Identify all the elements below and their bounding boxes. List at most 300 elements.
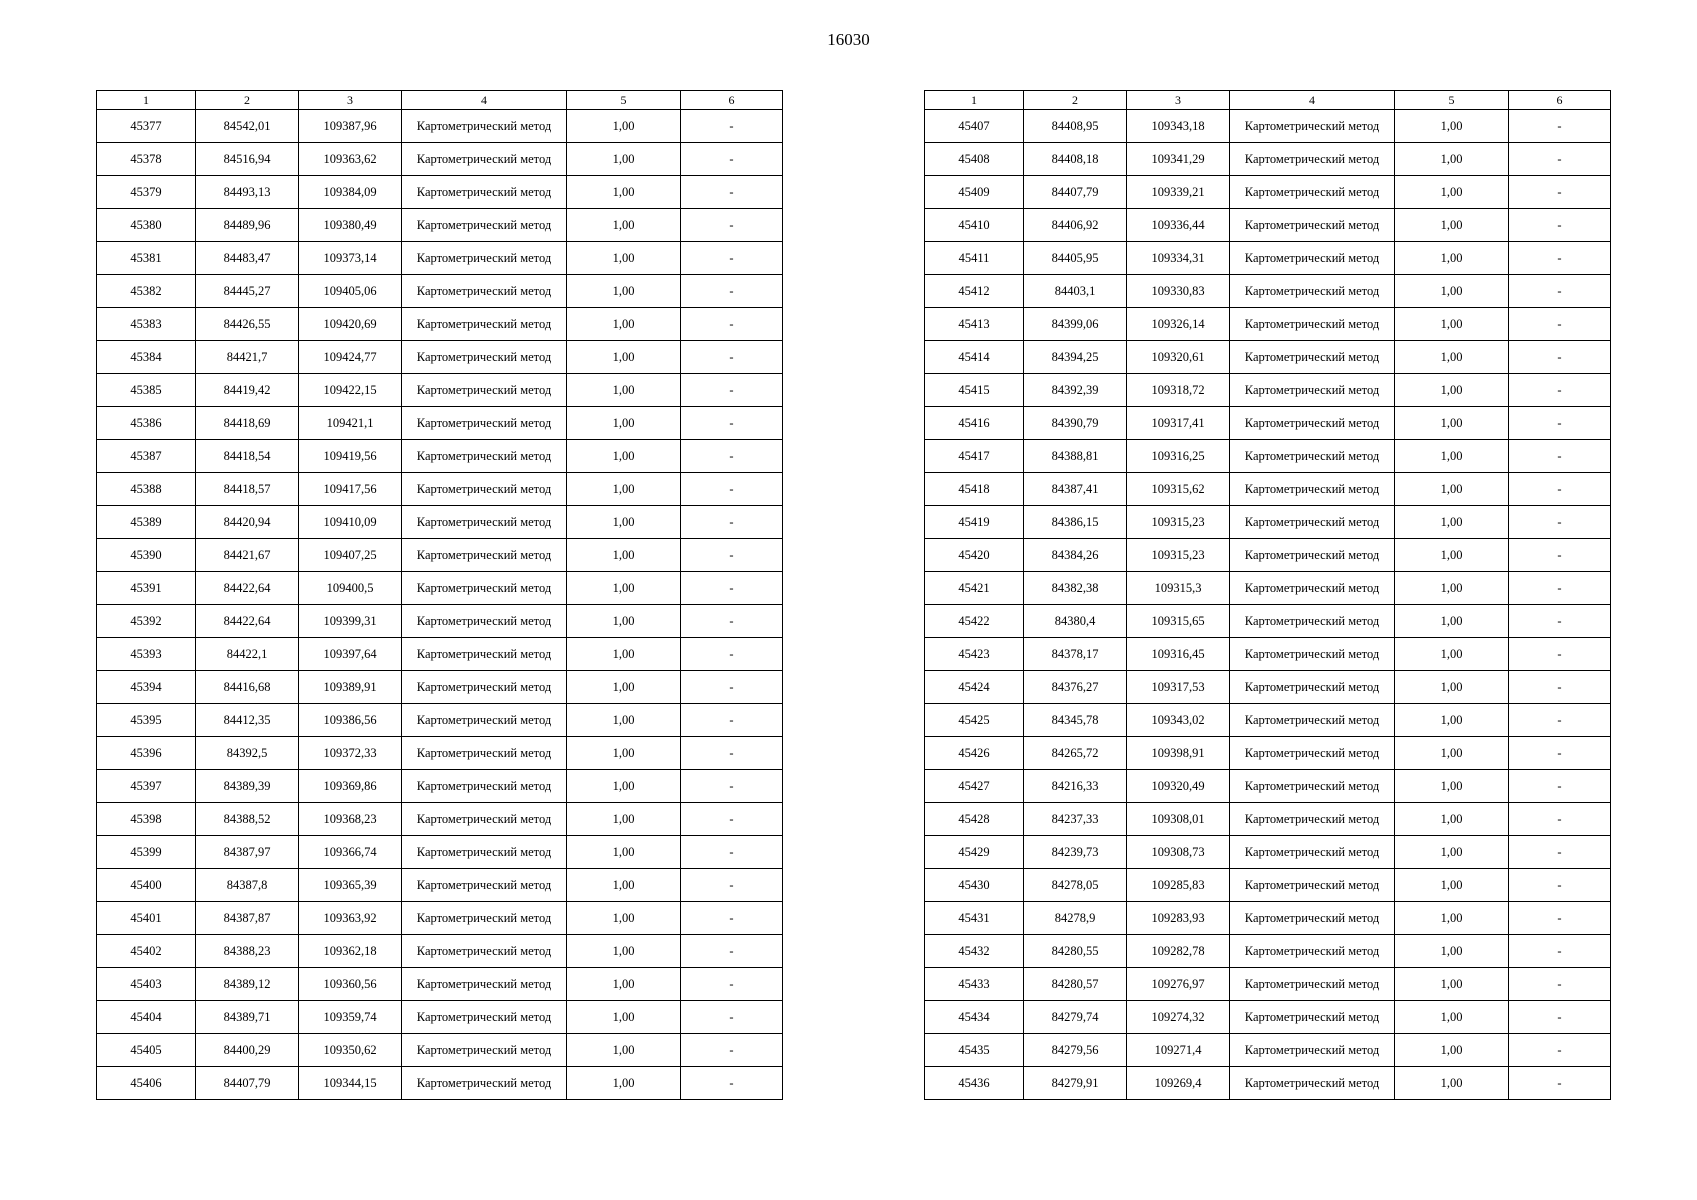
table-cell: Картометрический метод bbox=[402, 143, 567, 176]
table-cell: - bbox=[681, 242, 783, 275]
table-cell: 45425 bbox=[925, 704, 1024, 737]
table-cell: 45392 bbox=[97, 605, 196, 638]
column-header: 2 bbox=[196, 91, 299, 110]
table-row bbox=[925, 836, 1611, 869]
table-row bbox=[925, 1034, 1611, 1067]
table-cell: Картометрический метод bbox=[402, 440, 567, 473]
column-header: 1 bbox=[97, 91, 196, 110]
table-cell: 84384,26 bbox=[1024, 539, 1127, 572]
table-header-row bbox=[97, 91, 783, 110]
table-cell: 45431 bbox=[925, 902, 1024, 935]
table-cell: 45423 bbox=[925, 638, 1024, 671]
table-cell: 84388,23 bbox=[196, 935, 299, 968]
table-cell: 84419,42 bbox=[196, 374, 299, 407]
table-cell: 109417,56 bbox=[299, 473, 402, 506]
table-cell: 109386,56 bbox=[299, 704, 402, 737]
table-cell: - bbox=[681, 1001, 783, 1034]
table-cell: 45411 bbox=[925, 242, 1024, 275]
table-cell: Картометрический метод bbox=[402, 803, 567, 836]
table-cell: 1,00 bbox=[1395, 242, 1509, 275]
table-cell: - bbox=[681, 572, 783, 605]
table-cell: 84392,39 bbox=[1024, 374, 1127, 407]
table-cell: 84380,4 bbox=[1024, 605, 1127, 638]
table-cell: 45395 bbox=[97, 704, 196, 737]
table-row bbox=[925, 572, 1611, 605]
table-cell: 84389,12 bbox=[196, 968, 299, 1001]
table-cell: Картометрический метод bbox=[1230, 209, 1395, 242]
table-cell: 109363,92 bbox=[299, 902, 402, 935]
table-cell: 84408,18 bbox=[1024, 143, 1127, 176]
table-cell: 45388 bbox=[97, 473, 196, 506]
table-cell: Картометрический метод bbox=[402, 506, 567, 539]
table-cell: Картометрический метод bbox=[1230, 737, 1395, 770]
table-cell: 109363,62 bbox=[299, 143, 402, 176]
table-row bbox=[925, 110, 1611, 143]
table-cell: 1,00 bbox=[567, 671, 681, 704]
table-cell: - bbox=[681, 803, 783, 836]
table-cell: 1,00 bbox=[1395, 1001, 1509, 1034]
table-row bbox=[97, 440, 783, 473]
table-cell: 1,00 bbox=[567, 605, 681, 638]
table-cell: 84422,64 bbox=[196, 572, 299, 605]
table-row bbox=[925, 143, 1611, 176]
table-cell: 109372,33 bbox=[299, 737, 402, 770]
table-cell: 84390,79 bbox=[1024, 407, 1127, 440]
table-cell: 109274,32 bbox=[1127, 1001, 1230, 1034]
table-row bbox=[925, 1001, 1611, 1034]
table-row bbox=[97, 1034, 783, 1067]
table-cell: Картометрический метод bbox=[402, 1034, 567, 1067]
table-cell: 109315,23 bbox=[1127, 539, 1230, 572]
table-cell: - bbox=[1509, 902, 1611, 935]
table-cell: 1,00 bbox=[567, 638, 681, 671]
table-row bbox=[925, 539, 1611, 572]
table-cell: 45398 bbox=[97, 803, 196, 836]
table-cell: 1,00 bbox=[567, 836, 681, 869]
table-cell: 109320,49 bbox=[1127, 770, 1230, 803]
table-row bbox=[97, 935, 783, 968]
table-row bbox=[97, 506, 783, 539]
table-cell: Картометрический метод bbox=[402, 110, 567, 143]
table-cell: 1,00 bbox=[567, 374, 681, 407]
table-cell: 84279,74 bbox=[1024, 1001, 1127, 1034]
table-cell: 45391 bbox=[97, 572, 196, 605]
table-row bbox=[97, 572, 783, 605]
table-cell: 84386,15 bbox=[1024, 506, 1127, 539]
table-cell: - bbox=[1509, 407, 1611, 440]
table-row bbox=[925, 308, 1611, 341]
table-cell: 109315,65 bbox=[1127, 605, 1230, 638]
table-cell: 1,00 bbox=[1395, 341, 1509, 374]
table-row bbox=[925, 968, 1611, 1001]
table-cell: 1,00 bbox=[567, 209, 681, 242]
table-row bbox=[925, 374, 1611, 407]
table-cell: 84418,57 bbox=[196, 473, 299, 506]
table-cell: 109368,23 bbox=[299, 803, 402, 836]
table-cell: 84493,13 bbox=[196, 176, 299, 209]
table-cell: 45383 bbox=[97, 308, 196, 341]
table-cell: Картометрический метод bbox=[402, 638, 567, 671]
table-cell: 45421 bbox=[925, 572, 1024, 605]
table-row bbox=[97, 110, 783, 143]
table-cell: 45389 bbox=[97, 506, 196, 539]
table-cell: - bbox=[1509, 176, 1611, 209]
table-cell: 84542,01 bbox=[196, 110, 299, 143]
table-cell: 109318,72 bbox=[1127, 374, 1230, 407]
table-cell: - bbox=[681, 605, 783, 638]
table-cell: - bbox=[681, 440, 783, 473]
table-cell: Картометрический метод bbox=[402, 836, 567, 869]
table-cell: 1,00 bbox=[1395, 737, 1509, 770]
table-cell: 84426,55 bbox=[196, 308, 299, 341]
table-cell: Картометрический метод bbox=[1230, 374, 1395, 407]
table-cell: 109326,14 bbox=[1127, 308, 1230, 341]
table-cell: Картометрический метод bbox=[1230, 605, 1395, 638]
table-row bbox=[925, 605, 1611, 638]
table-cell: 1,00 bbox=[567, 473, 681, 506]
table-cell: 45406 bbox=[97, 1067, 196, 1100]
table-row bbox=[925, 869, 1611, 902]
table-cell: 109341,29 bbox=[1127, 143, 1230, 176]
table-cell: 45378 bbox=[97, 143, 196, 176]
table-cell: 45396 bbox=[97, 737, 196, 770]
table-cell: - bbox=[681, 1067, 783, 1100]
table-cell: - bbox=[681, 902, 783, 935]
table-cell: Картометрический метод bbox=[402, 242, 567, 275]
table-cell: 84483,47 bbox=[196, 242, 299, 275]
table-cell: 109397,64 bbox=[299, 638, 402, 671]
table-cell: - bbox=[681, 308, 783, 341]
table-row bbox=[925, 638, 1611, 671]
table-cell: - bbox=[1509, 308, 1611, 341]
table-cell: - bbox=[1509, 671, 1611, 704]
table-cell: 45419 bbox=[925, 506, 1024, 539]
table-row bbox=[925, 803, 1611, 836]
table-cell: 1,00 bbox=[1395, 671, 1509, 704]
table-cell: 84345,78 bbox=[1024, 704, 1127, 737]
table-cell: 109369,86 bbox=[299, 770, 402, 803]
table-cell: - bbox=[1509, 968, 1611, 1001]
table-cell: - bbox=[681, 209, 783, 242]
table-cell: - bbox=[1509, 1067, 1611, 1100]
table-cell: - bbox=[681, 407, 783, 440]
table-cell: 45417 bbox=[925, 440, 1024, 473]
table-cell: 45435 bbox=[925, 1034, 1024, 1067]
table-cell: 109407,25 bbox=[299, 539, 402, 572]
table-row bbox=[97, 341, 783, 374]
table-cell: 45401 bbox=[97, 902, 196, 935]
table-cell: 84400,29 bbox=[196, 1034, 299, 1067]
column-header: 3 bbox=[1127, 91, 1230, 110]
table-cell: 109315,23 bbox=[1127, 506, 1230, 539]
table-cell: 84387,8 bbox=[196, 869, 299, 902]
table-cell: 1,00 bbox=[1395, 209, 1509, 242]
table-cell: - bbox=[681, 935, 783, 968]
table-cell: - bbox=[1509, 638, 1611, 671]
table-cell: 84237,33 bbox=[1024, 803, 1127, 836]
table-cell: 84216,33 bbox=[1024, 770, 1127, 803]
table-cell: 84422,1 bbox=[196, 638, 299, 671]
table-cell: 45386 bbox=[97, 407, 196, 440]
table-cell: - bbox=[681, 275, 783, 308]
coordinates-table-right bbox=[924, 90, 1611, 1100]
table-cell: Картометрический метод bbox=[1230, 473, 1395, 506]
table-cell: 1,00 bbox=[1395, 902, 1509, 935]
table-cell: Картометрический метод bbox=[402, 374, 567, 407]
table-cell: 1,00 bbox=[1395, 308, 1509, 341]
table-cell: 109343,18 bbox=[1127, 110, 1230, 143]
table-cell: - bbox=[681, 770, 783, 803]
table-cell: 84389,71 bbox=[196, 1001, 299, 1034]
table-cell: Картометрический метод bbox=[402, 1067, 567, 1100]
table-cell: 109283,93 bbox=[1127, 902, 1230, 935]
table-cell: 109315,62 bbox=[1127, 473, 1230, 506]
table-row bbox=[925, 176, 1611, 209]
table-row bbox=[97, 737, 783, 770]
table-cell: - bbox=[1509, 473, 1611, 506]
table-cell: 84416,68 bbox=[196, 671, 299, 704]
table-cell: Картометрический метод bbox=[1230, 968, 1395, 1001]
table-cell: 1,00 bbox=[1395, 935, 1509, 968]
table-cell: Картометрический метод bbox=[402, 341, 567, 374]
table-cell: Картометрический метод bbox=[402, 605, 567, 638]
table-cell: 45436 bbox=[925, 1067, 1024, 1100]
table-cell: 109308,73 bbox=[1127, 836, 1230, 869]
table-cell: - bbox=[1509, 143, 1611, 176]
table-row bbox=[925, 341, 1611, 374]
table-cell: 45403 bbox=[97, 968, 196, 1001]
table-cell: 109317,53 bbox=[1127, 671, 1230, 704]
table-row bbox=[97, 605, 783, 638]
table-row bbox=[97, 209, 783, 242]
table-row bbox=[97, 671, 783, 704]
table-row bbox=[97, 407, 783, 440]
table-cell: 1,00 bbox=[1395, 803, 1509, 836]
table-cell: - bbox=[681, 341, 783, 374]
table-cell: 1,00 bbox=[567, 440, 681, 473]
table-cell: - bbox=[1509, 770, 1611, 803]
table-cell: Картометрический метод bbox=[402, 902, 567, 935]
table-cell: 45384 bbox=[97, 341, 196, 374]
table-cell: - bbox=[1509, 869, 1611, 902]
table-cell: 84239,73 bbox=[1024, 836, 1127, 869]
table-cell: Картометрический метод bbox=[1230, 1001, 1395, 1034]
table-cell: 109399,31 bbox=[299, 605, 402, 638]
table-cell: 45410 bbox=[925, 209, 1024, 242]
table-cell: - bbox=[681, 704, 783, 737]
table-cell: Картометрический метод bbox=[1230, 308, 1395, 341]
table-cell: Картометрический метод bbox=[1230, 803, 1395, 836]
table-cell: 1,00 bbox=[567, 704, 681, 737]
table-cell: 45415 bbox=[925, 374, 1024, 407]
table-row bbox=[97, 836, 783, 869]
table-row bbox=[97, 539, 783, 572]
table-cell: 45407 bbox=[925, 110, 1024, 143]
table-cell: 1,00 bbox=[1395, 407, 1509, 440]
table-cell: - bbox=[1509, 803, 1611, 836]
table-cell: 1,00 bbox=[567, 1001, 681, 1034]
table-cell: 1,00 bbox=[1395, 374, 1509, 407]
table-cell: - bbox=[1509, 506, 1611, 539]
table-cell: 109339,21 bbox=[1127, 176, 1230, 209]
table-row bbox=[925, 704, 1611, 737]
table-row bbox=[97, 704, 783, 737]
table-cell: 45422 bbox=[925, 605, 1024, 638]
table-row bbox=[925, 737, 1611, 770]
table-cell: 84279,56 bbox=[1024, 1034, 1127, 1067]
table-row bbox=[925, 935, 1611, 968]
table-cell: 84421,67 bbox=[196, 539, 299, 572]
table-cell: - bbox=[1509, 935, 1611, 968]
table-cell: 1,00 bbox=[567, 968, 681, 1001]
table-cell: 1,00 bbox=[1395, 539, 1509, 572]
table-cell: - bbox=[681, 638, 783, 671]
table-cell: Картометрический метод bbox=[402, 968, 567, 1001]
table-cell: - bbox=[681, 176, 783, 209]
table-cell: 84265,72 bbox=[1024, 737, 1127, 770]
table-row bbox=[925, 671, 1611, 704]
table-cell: 45412 bbox=[925, 275, 1024, 308]
table-row bbox=[97, 638, 783, 671]
table-row bbox=[97, 308, 783, 341]
table-cell: 1,00 bbox=[1395, 605, 1509, 638]
table-cell: 109344,15 bbox=[299, 1067, 402, 1100]
table-cell: Картометрический метод bbox=[402, 869, 567, 902]
table-cell: - bbox=[681, 836, 783, 869]
table-cell: 109282,78 bbox=[1127, 935, 1230, 968]
table-cell: 45408 bbox=[925, 143, 1024, 176]
table-cell: 1,00 bbox=[1395, 143, 1509, 176]
table-cell: - bbox=[681, 968, 783, 1001]
table-cell: 45428 bbox=[925, 803, 1024, 836]
table-cell: Картометрический метод bbox=[402, 935, 567, 968]
table-cell: 84280,57 bbox=[1024, 968, 1127, 1001]
table-cell: Картометрический метод bbox=[1230, 275, 1395, 308]
table-row bbox=[97, 770, 783, 803]
table-cell: 45394 bbox=[97, 671, 196, 704]
table-cell: 1,00 bbox=[567, 308, 681, 341]
table-cell: 1,00 bbox=[1395, 836, 1509, 869]
table-cell: - bbox=[681, 539, 783, 572]
table-cell: - bbox=[1509, 110, 1611, 143]
table-cell: 109366,74 bbox=[299, 836, 402, 869]
table-cell: 84378,17 bbox=[1024, 638, 1127, 671]
table-cell: 45402 bbox=[97, 935, 196, 968]
table-cell: 109320,61 bbox=[1127, 341, 1230, 374]
column-header: 6 bbox=[681, 91, 783, 110]
table-cell: - bbox=[1509, 440, 1611, 473]
table-cell: 109317,41 bbox=[1127, 407, 1230, 440]
table-cell: - bbox=[1509, 275, 1611, 308]
table-cell: 84406,92 bbox=[1024, 209, 1127, 242]
table-cell: Картометрический метод bbox=[1230, 440, 1395, 473]
table-cell: 84376,27 bbox=[1024, 671, 1127, 704]
table-cell: 1,00 bbox=[567, 539, 681, 572]
column-header: 3 bbox=[299, 91, 402, 110]
table-cell: Картометрический метод bbox=[402, 209, 567, 242]
table-cell: 1,00 bbox=[1395, 704, 1509, 737]
table-cell: 1,00 bbox=[1395, 275, 1509, 308]
table-cell: 1,00 bbox=[1395, 869, 1509, 902]
table-cell: Картометрический метод bbox=[402, 407, 567, 440]
table-row bbox=[925, 473, 1611, 506]
table-cell: 109316,45 bbox=[1127, 638, 1230, 671]
table-row bbox=[97, 968, 783, 1001]
table-cell: 109285,83 bbox=[1127, 869, 1230, 902]
table-cell: 84387,41 bbox=[1024, 473, 1127, 506]
table-cell: Картометрический метод bbox=[1230, 935, 1395, 968]
table-cell: Картометрический метод bbox=[1230, 638, 1395, 671]
table-cell: 84399,06 bbox=[1024, 308, 1127, 341]
table-row bbox=[925, 440, 1611, 473]
table-cell: 109400,5 bbox=[299, 572, 402, 605]
table-row bbox=[925, 1067, 1611, 1100]
table-cell: 45400 bbox=[97, 869, 196, 902]
table-cell: 84418,54 bbox=[196, 440, 299, 473]
table-cell: - bbox=[681, 374, 783, 407]
page-number: 16030 bbox=[827, 30, 870, 49]
table-cell: 84389,39 bbox=[196, 770, 299, 803]
table-cell: 84489,96 bbox=[196, 209, 299, 242]
table-cell: 84382,38 bbox=[1024, 572, 1127, 605]
table-header-row bbox=[925, 91, 1611, 110]
table-cell: - bbox=[1509, 836, 1611, 869]
table-cell: 45424 bbox=[925, 671, 1024, 704]
table-cell: - bbox=[1509, 374, 1611, 407]
table-cell: Картометрический метод bbox=[402, 176, 567, 209]
table-cell: 45414 bbox=[925, 341, 1024, 374]
table-cell: 1,00 bbox=[567, 176, 681, 209]
table-cell: - bbox=[1509, 1034, 1611, 1067]
table-cell: 109387,96 bbox=[299, 110, 402, 143]
table-cell: - bbox=[1509, 209, 1611, 242]
table-cell: Картометрический метод bbox=[402, 275, 567, 308]
table-cell: 45390 bbox=[97, 539, 196, 572]
table-cell: 109334,31 bbox=[1127, 242, 1230, 275]
table-cell: Картометрический метод bbox=[402, 1001, 567, 1034]
table-cell: Картометрический метод bbox=[1230, 671, 1395, 704]
table-cell: Картометрический метод bbox=[402, 704, 567, 737]
table-cell: 1,00 bbox=[1395, 770, 1509, 803]
table-cell: Картометрический метод bbox=[402, 737, 567, 770]
table-cell: 84394,25 bbox=[1024, 341, 1127, 374]
table-cell: Картометрический метод bbox=[1230, 770, 1395, 803]
table-cell: Картометрический метод bbox=[1230, 704, 1395, 737]
table-cell: - bbox=[681, 110, 783, 143]
table-cell: 84516,94 bbox=[196, 143, 299, 176]
table-cell: Картометрический метод bbox=[1230, 572, 1395, 605]
table-cell: 84412,35 bbox=[196, 704, 299, 737]
table-cell: - bbox=[1509, 242, 1611, 275]
table-cell: 45381 bbox=[97, 242, 196, 275]
table-cell: 84278,05 bbox=[1024, 869, 1127, 902]
table-cell: 45420 bbox=[925, 539, 1024, 572]
table-cell: 109343,02 bbox=[1127, 704, 1230, 737]
table-cell: 45405 bbox=[97, 1034, 196, 1067]
table-cell: - bbox=[1509, 539, 1611, 572]
table-cell: 45427 bbox=[925, 770, 1024, 803]
table-cell: 1,00 bbox=[567, 737, 681, 770]
table-cell: 109330,83 bbox=[1127, 275, 1230, 308]
table-cell: 45429 bbox=[925, 836, 1024, 869]
table-cell: 1,00 bbox=[567, 572, 681, 605]
table-cell: - bbox=[1509, 341, 1611, 374]
table-cell: Картометрический метод bbox=[1230, 506, 1395, 539]
table-cell: 109422,15 bbox=[299, 374, 402, 407]
table-cell: Картометрический метод bbox=[1230, 836, 1395, 869]
column-header: 1 bbox=[925, 91, 1024, 110]
table-cell: 84445,27 bbox=[196, 275, 299, 308]
